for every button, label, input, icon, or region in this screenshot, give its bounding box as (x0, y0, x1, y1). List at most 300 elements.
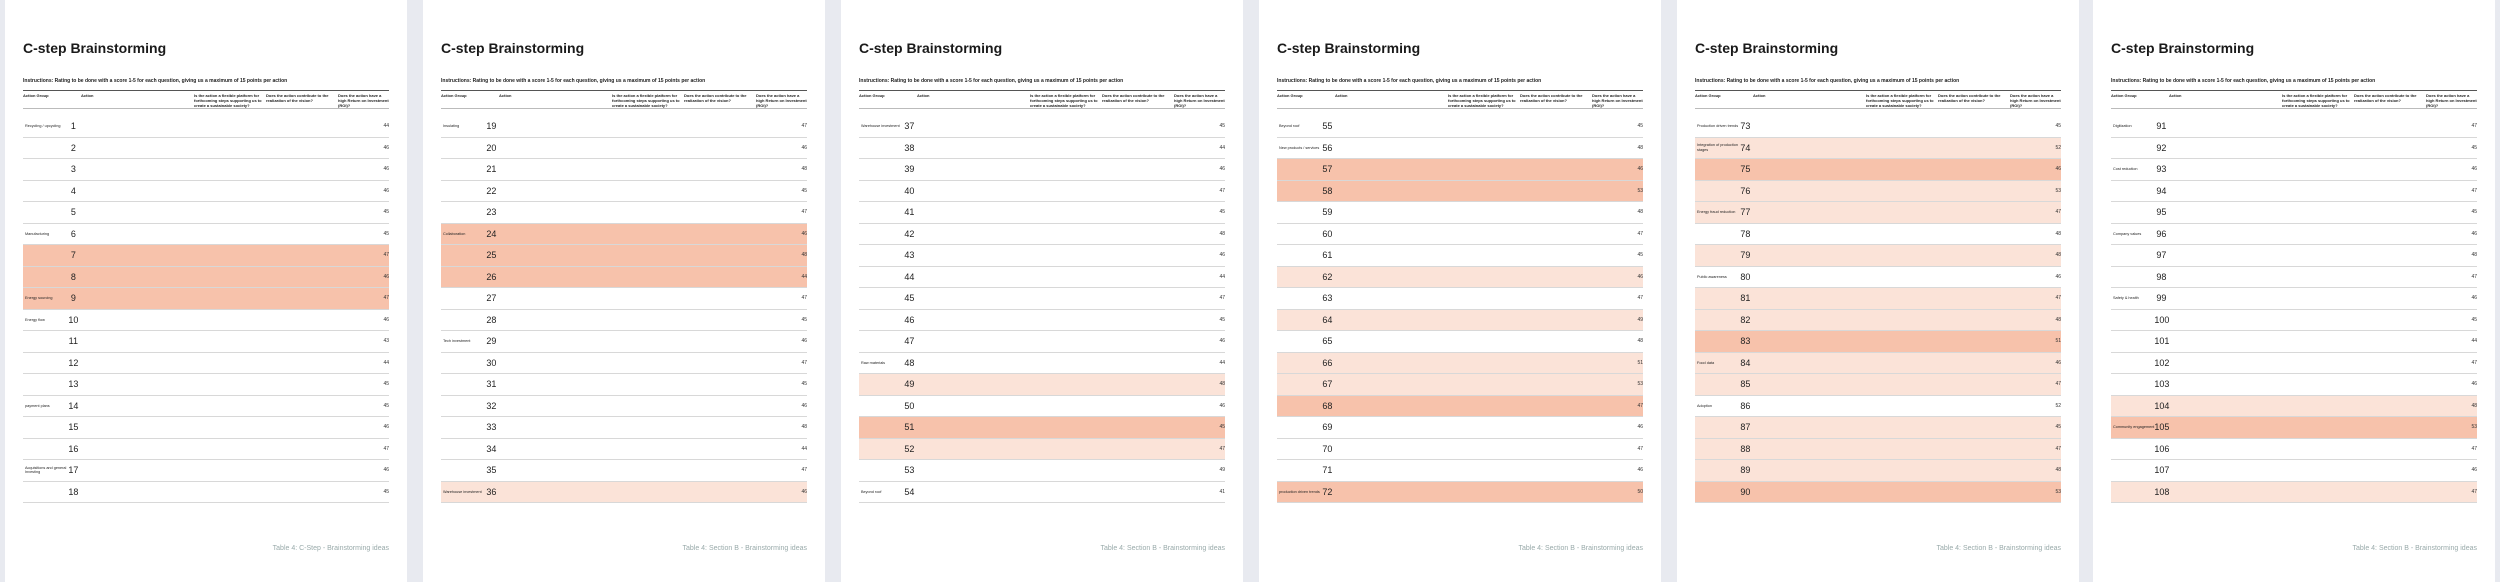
action-number: 34 (486, 443, 497, 454)
page-5 (1677, 0, 2079, 582)
header-q2: Does the action contribute to the realization of the vision? (266, 93, 329, 103)
table-row (23, 159, 389, 181)
header-action: Action (499, 93, 512, 98)
total-score: 46 (2471, 381, 2477, 388)
table-row (1277, 116, 1643, 138)
total-score: 47 (1219, 187, 1226, 194)
header-group: Action Group (859, 93, 885, 98)
header-q3: Does the action have a high Return on Investment (ROI)? (338, 93, 389, 108)
total-score: 46 (383, 467, 390, 474)
action-number: 19 (486, 121, 497, 132)
action-number: 20 (486, 142, 497, 153)
total-score: 47 (1637, 402, 1644, 409)
table-row (1277, 417, 1643, 439)
total-score: 44 (801, 445, 808, 452)
action-group-cell: Warehouse investment (443, 489, 482, 494)
table-row (441, 417, 807, 439)
table-row (2111, 482, 2477, 504)
table-row (2111, 267, 2477, 289)
table-row (859, 116, 1225, 138)
table-body (441, 116, 807, 503)
action-number: 15 (68, 422, 79, 433)
table-row (2111, 138, 2477, 160)
total-score: 46 (383, 424, 390, 431)
total-score: 45 (383, 209, 390, 216)
table-row (859, 417, 1225, 439)
total-score: 45 (801, 381, 808, 388)
subhead-spacer (859, 109, 1030, 116)
table-row (1695, 396, 2061, 418)
total-score: 49 (1637, 316, 1644, 323)
total-score: 47 (801, 359, 808, 366)
table-row (859, 224, 1225, 246)
action-number: 6 (70, 228, 76, 239)
table-row (1695, 482, 2061, 504)
table-row (2111, 181, 2477, 203)
total-score: 46 (383, 166, 390, 173)
action-group-cell: Energy fraud reduction (1697, 210, 1736, 214)
header-q2: Does the action contribute to the realization of the vision? (1102, 93, 1165, 103)
table-body (1695, 116, 2061, 503)
action-group-cell: Collaboration (443, 231, 466, 236)
action-number: 101 (2154, 336, 2170, 347)
total-score: 48 (1637, 338, 1644, 345)
action-group-cell: Public awareness (1697, 274, 1727, 279)
total-score: 52 (2055, 144, 2062, 151)
action-number: 56 (1322, 142, 1333, 153)
table-row (23, 482, 389, 504)
subhead-spacer (441, 109, 612, 116)
total-score: 45 (383, 230, 390, 237)
total-score: 47 (1637, 445, 1644, 452)
total-score: 47 (1637, 230, 1644, 237)
table-row (1695, 460, 2061, 482)
instructions: Instructions: Rating to be done with a score 1-5 for each question, giving us a maximum of 15 points per action (23, 78, 288, 84)
table-row (1277, 310, 1643, 332)
table-row (859, 267, 1225, 289)
table-row (23, 138, 389, 160)
total-score: 46 (801, 488, 808, 495)
table-row (23, 460, 389, 482)
header-q1: Is the action a flexible platform for forthcoming steps supporting us to create a sustainable society? (2282, 93, 2350, 108)
action-number: 94 (2156, 185, 2167, 196)
total-score: 45 (801, 316, 808, 323)
instructions: Instructions: Rating to be done with a score 1-5 for each question, giving us a maximum of 15 points per action (1695, 78, 1960, 84)
total-score: 44 (1219, 273, 1226, 280)
total-score: 44 (383, 123, 390, 130)
action-number: 17 (68, 465, 79, 476)
page-title: C-step Brainstorming (441, 40, 585, 56)
instructions: Instructions: Rating to be done with a score 1-5 for each question, giving us a maximum of 15 points per action (2111, 78, 2376, 84)
action-number: 36 (486, 486, 497, 497)
header-action: Action (1335, 93, 1348, 98)
action-number: 76 (1740, 185, 1751, 196)
total-score: 47 (383, 445, 390, 452)
table-row (859, 159, 1225, 181)
table-row (2111, 159, 2477, 181)
total-score: 47 (2471, 359, 2477, 366)
action-number: 24 (486, 228, 497, 239)
table-header (1277, 90, 1643, 109)
table-row (1695, 224, 2061, 246)
header-q2: Does the action contribute to the realization of the vision? (1520, 93, 1583, 103)
action-number: 32 (486, 400, 497, 411)
header-group: Action Group (2111, 93, 2137, 98)
total-score: 46 (383, 187, 390, 194)
action-number: 49 (904, 379, 915, 390)
total-score: 45 (383, 402, 390, 409)
action-number: 91 (2156, 121, 2167, 132)
total-score: 47 (2055, 295, 2062, 302)
total-score: 45 (2471, 209, 2478, 216)
action-number: 54 (904, 486, 915, 497)
table-row (1277, 396, 1643, 418)
table-row (1277, 482, 1643, 504)
table-row (23, 202, 389, 224)
total-score: 47 (1637, 295, 1644, 302)
total-score: 53 (2055, 488, 2062, 495)
page-footer: Table 4: Section B - Brainstorming ideas (1936, 545, 2061, 552)
action-number: 26 (486, 271, 497, 282)
action-number: 28 (486, 314, 497, 325)
total-score: 45 (1219, 123, 1226, 130)
table-row (1695, 181, 2061, 203)
page-title: C-step Brainstorming (859, 40, 1003, 56)
subhead-spacer (23, 109, 194, 116)
action-number: 89 (1740, 465, 1751, 476)
action-number: 72 (1322, 486, 1333, 497)
action-number: 10 (68, 314, 79, 325)
table-row (441, 482, 807, 504)
header-action: Action (917, 93, 930, 98)
action-number: 106 (2154, 443, 2170, 454)
table-header (2111, 90, 2477, 109)
table-row (1695, 138, 2061, 160)
table-row (1695, 310, 2061, 332)
instructions: Instructions: Rating to be done with a score 1-5 for each question, giving us a maximum of 15 points per action (441, 78, 706, 84)
total-score: 46 (1637, 166, 1644, 173)
action-number: 7 (70, 250, 76, 261)
action-number: 27 (486, 293, 497, 304)
table-row (441, 138, 807, 160)
table-row (1695, 417, 2061, 439)
action-number: 87 (1740, 422, 1751, 433)
header-q3: Does the action have a high Return on Investment (ROI)? (2010, 93, 2061, 108)
table-row (1695, 159, 2061, 181)
action-group-cell: Beyond roof (1279, 124, 1300, 128)
table-row (1695, 267, 2061, 289)
total-score: 47 (2055, 381, 2062, 388)
action-number: 42 (904, 228, 915, 239)
table-row (1695, 331, 2061, 353)
header-q2: Does the action contribute to the realization of the vision? (684, 93, 747, 103)
total-score: 45 (1637, 252, 1644, 259)
action-number: 73 (1740, 121, 1751, 132)
action-number: 95 (2156, 207, 2167, 218)
table-row (859, 396, 1225, 418)
action-number: 69 (1322, 422, 1333, 433)
table-row (441, 288, 807, 310)
total-score: 46 (2055, 273, 2062, 280)
action-number: 93 (2156, 164, 2167, 175)
action-number: 84 (1740, 357, 1751, 368)
table-row (23, 245, 389, 267)
table-row (1277, 245, 1643, 267)
table-row (2111, 245, 2477, 267)
table-row (1277, 138, 1643, 160)
table-row (2111, 310, 2477, 332)
action-number: 65 (1322, 336, 1333, 347)
table-row (859, 288, 1225, 310)
action-number: 55 (1322, 121, 1333, 132)
table-row (1695, 202, 2061, 224)
action-number: 18 (68, 486, 79, 497)
action-number: 14 (68, 400, 79, 411)
total-score: 46 (2055, 359, 2062, 366)
score-subheader (23, 109, 389, 116)
page-footer: Table 4: Section B - Brainstorming ideas (1518, 545, 1643, 552)
action-number: 37 (904, 121, 915, 132)
table-row (23, 353, 389, 375)
table-row (1695, 374, 2061, 396)
header-q1: Is the action a flexible platform for forthcoming steps supporting us to create a sustainable society? (1866, 93, 1934, 108)
action-number: 86 (1740, 400, 1751, 411)
action-number: 47 (904, 336, 915, 347)
action-number: 100 (2154, 314, 2170, 325)
action-number: 64 (1322, 314, 1333, 325)
table-row (1277, 331, 1643, 353)
action-group-cell: Safety & health (2113, 296, 2139, 300)
action-number: 45 (904, 293, 915, 304)
page-footer: Table 4: C-Step - Brainstorming ideas (272, 545, 389, 552)
total-score: 45 (2055, 424, 2062, 431)
table-row (23, 417, 389, 439)
total-score: 46 (1637, 424, 1644, 431)
table-row (441, 331, 807, 353)
action-number: 66 (1322, 357, 1333, 368)
total-score: 51 (1637, 359, 1644, 366)
table-row (23, 224, 389, 246)
table-row (2111, 202, 2477, 224)
action-number: 44 (904, 271, 915, 282)
action-number: 13 (68, 379, 79, 390)
table-row (441, 202, 807, 224)
action-number: 71 (1322, 465, 1333, 476)
total-score: 48 (801, 424, 808, 431)
table-row (23, 439, 389, 461)
table-row (1695, 116, 2061, 138)
total-score: 46 (383, 316, 390, 323)
total-score: 46 (1219, 252, 1226, 259)
action-number: 22 (486, 185, 497, 196)
header-q3: Does the action have a high Return on Investment (ROI)? (1174, 93, 1225, 108)
table-row (859, 310, 1225, 332)
table-row (859, 439, 1225, 461)
total-score: 45 (1637, 123, 1644, 130)
total-score: 46 (2055, 166, 2062, 173)
table-row (1277, 460, 1643, 482)
table-row (1277, 202, 1643, 224)
total-score: 48 (2055, 230, 2062, 237)
total-score: 48 (2471, 252, 2478, 259)
action-number: 51 (904, 422, 915, 433)
action-group-cell: New products / services (1279, 145, 1320, 150)
action-number: 9 (70, 293, 76, 304)
total-score: 44 (383, 359, 390, 366)
action-number: 25 (486, 250, 497, 261)
total-score: 45 (1219, 316, 1226, 323)
table-row (1277, 224, 1643, 246)
action-number: 107 (2154, 465, 2170, 476)
table-row (859, 202, 1225, 224)
header-q1: Is the action a flexible platform for forthcoming steps supporting us to create a sustainable society? (194, 93, 262, 108)
subhead-spacer (1277, 109, 1448, 116)
total-score: 53 (1637, 381, 1644, 388)
table-row (859, 181, 1225, 203)
table-body (23, 116, 389, 503)
page-title: C-step Brainstorming (1277, 40, 1421, 56)
table-row (859, 353, 1225, 375)
total-score: 47 (2471, 187, 2478, 194)
table-row (1695, 353, 2061, 375)
header-group: Action Group (23, 93, 49, 98)
table-row (2111, 331, 2477, 353)
header-q2: Does the action contribute to the realization of the vision? (1938, 93, 2001, 103)
action-number: 12 (68, 357, 79, 368)
table-row (23, 267, 389, 289)
header-action: Action (81, 93, 94, 98)
action-number: 99 (2156, 293, 2167, 304)
action-group-cell: Energy sourcing (25, 296, 53, 300)
action-group-cell: Integration of production stages (1697, 143, 1738, 152)
total-score: 47 (2055, 209, 2062, 216)
total-score: 45 (1219, 209, 1226, 216)
table-row (859, 482, 1225, 504)
action-number: 108 (2154, 486, 2170, 497)
table-body (859, 116, 1225, 503)
table-row (2111, 116, 2477, 138)
action-number: 63 (1322, 293, 1333, 304)
total-score: 46 (801, 230, 808, 237)
action-number: 79 (1740, 250, 1751, 261)
table-row (23, 374, 389, 396)
action-number: 48 (904, 357, 915, 368)
total-score: 46 (1219, 402, 1226, 409)
action-number: 83 (1740, 336, 1751, 347)
total-score: 45 (2055, 123, 2062, 130)
total-score: 46 (2471, 467, 2477, 474)
total-score: 48 (1637, 144, 1644, 151)
table-row (23, 181, 389, 203)
table-row (2111, 417, 2477, 439)
total-score: 47 (801, 123, 808, 130)
page-4 (1259, 0, 1661, 582)
total-score: 51 (2055, 338, 2062, 345)
table-row (1277, 267, 1643, 289)
table-row (441, 460, 807, 482)
total-score: 50 (1637, 488, 1644, 495)
action-group-cell: Raw materials (861, 360, 886, 365)
table-header (441, 90, 807, 109)
action-group-cell: payment plans (25, 403, 50, 408)
page-1 (5, 0, 407, 582)
action-number: 74 (1740, 142, 1751, 153)
action-number: 60 (1322, 228, 1333, 239)
action-number: 62 (1322, 271, 1333, 282)
action-group-cell: Recycling / upcycling (25, 124, 61, 128)
action-number: 53 (904, 465, 915, 476)
total-score: 47 (2471, 273, 2478, 280)
table-row (441, 396, 807, 418)
total-score: 44 (2471, 338, 2477, 345)
page-title: C-step Brainstorming (2111, 40, 2255, 56)
action-number: 102 (2154, 357, 2170, 368)
table-row (2111, 460, 2477, 482)
action-number: 57 (1322, 164, 1333, 175)
table-row (441, 267, 807, 289)
header-group: Action Group (441, 93, 467, 98)
action-group-cell: Manufacturing (25, 231, 50, 236)
header-q1: Is the action a flexible platform for forthcoming steps supporting us to create a sustainable society? (612, 93, 680, 108)
total-score: 46 (2471, 166, 2478, 173)
total-score: 46 (383, 144, 390, 151)
total-score: 48 (1219, 381, 1226, 388)
header-group: Action Group (1695, 93, 1721, 98)
table-row (441, 181, 807, 203)
table-row (441, 224, 807, 246)
score-subheader (859, 109, 1225, 116)
total-score: 48 (801, 166, 808, 173)
instructions: Instructions: Rating to be done with a score 1-5 for each question, giving us a maximum of 15 points per action (859, 78, 1124, 84)
table-row (441, 245, 807, 267)
table-row (859, 331, 1225, 353)
total-score: 45 (383, 381, 390, 388)
action-number: 96 (2156, 228, 2167, 239)
total-score: 45 (1219, 424, 1226, 431)
action-number: 4 (70, 185, 76, 196)
table-row (2111, 396, 2477, 418)
total-score: 45 (801, 187, 808, 194)
subhead-spacer (2111, 109, 2282, 116)
table-row (1695, 288, 2061, 310)
action-number: 30 (486, 357, 497, 368)
subhead-spacer (1695, 109, 1866, 116)
table-header (1695, 90, 2061, 109)
page-2 (423, 0, 825, 582)
table-row (1695, 439, 2061, 461)
total-score: 48 (1637, 209, 1644, 216)
total-score: 44 (801, 273, 808, 280)
action-number: 33 (486, 422, 497, 433)
header-q3: Does the action have a high Return on Investment (ROI)? (1592, 93, 1643, 108)
action-number: 104 (2154, 400, 2170, 411)
table-row (2111, 439, 2477, 461)
action-number: 78 (1740, 228, 1751, 239)
action-number: 58 (1322, 185, 1333, 196)
action-group-cell: production driven trends (1279, 489, 1320, 494)
table-body (1277, 116, 1643, 503)
table-header (23, 90, 389, 109)
total-score: 45 (2471, 316, 2477, 323)
action-group-cell: Company values (2113, 231, 2142, 236)
score-subheader (1277, 109, 1643, 116)
table-row (2111, 374, 2477, 396)
total-score: 53 (2471, 424, 2477, 431)
total-score: 47 (383, 252, 390, 259)
action-number: 88 (1740, 443, 1751, 454)
table-row (859, 245, 1225, 267)
action-number: 43 (904, 250, 915, 261)
